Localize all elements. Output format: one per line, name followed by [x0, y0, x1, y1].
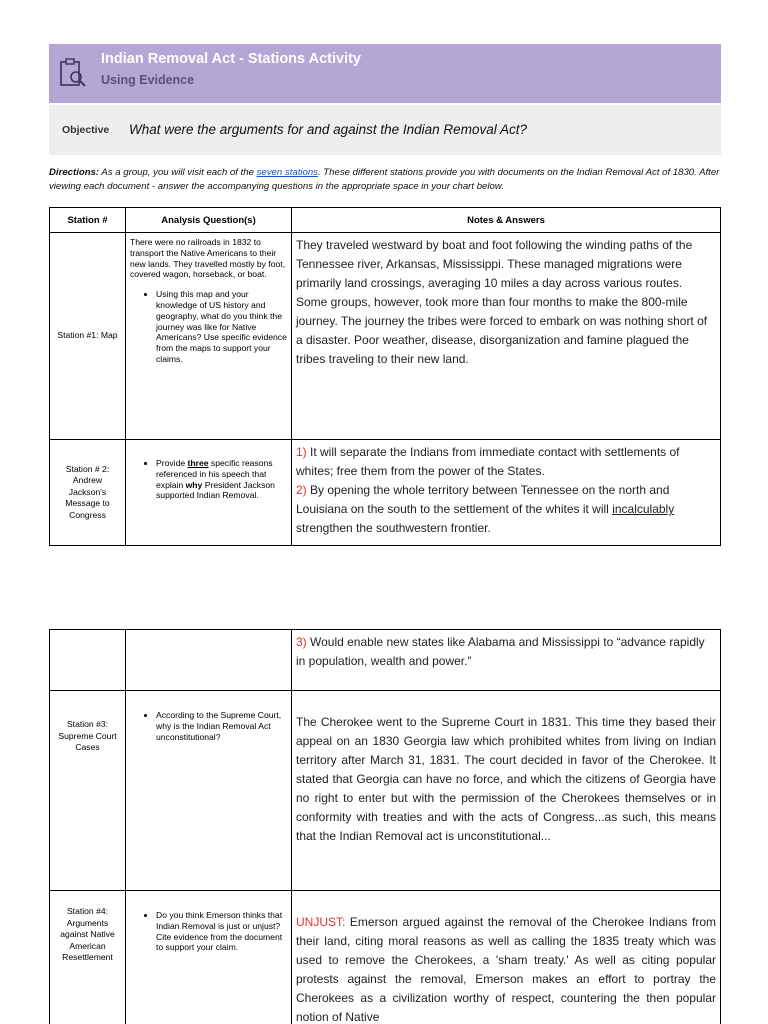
- table-row: [50, 691, 721, 891]
- station-2-answer[interactable]: 1) It will separate the Indians from immediate contact with settlements of whites; free them from the power of the States. 2) By opening the whole territory between Tennessee on the north and Louisiana on the south to the settlement of the whites it will incalculably strengthen the southwestern frontier.: [292, 440, 721, 546]
- table-row: [50, 630, 721, 691]
- directions-part1: As a group, you will visit each of the: [99, 167, 257, 178]
- station-2-bullet: • Provide three specific reasons referenced in his speech that explain why President Jackson supported Indian Removal.: [156, 458, 287, 501]
- station-3-bullet: • According to the Supreme Court, why is the Indian Removal Act unconstitutional?: [156, 710, 287, 742]
- header-notes: Notes & Answers: [292, 208, 721, 233]
- answer-number-1: 1): [296, 445, 307, 459]
- page-title: Indian Removal Act - Stations Activity: [101, 51, 361, 67]
- stations-table-continued: [49, 629, 721, 1024]
- station-1-question: [126, 233, 292, 440]
- table-row: [50, 233, 721, 440]
- station-2-question: [126, 440, 292, 546]
- station-4-label: Station #4: Arguments against Native American Resettlement: [50, 891, 126, 1024]
- station-1-label: Station #1: Map: [50, 233, 126, 440]
- empty-cell: [50, 630, 126, 691]
- answer-number-2: 2): [296, 483, 307, 497]
- seven-stations-link[interactable]: seven stations: [256, 167, 318, 178]
- worksheet-header: [49, 44, 721, 103]
- station-4-bullet: • Do you think Emerson thinks that Indian Removal is just or unjust? Cite evidence from the document to support your claim.: [156, 910, 287, 953]
- station-1-answer[interactable]: They traveled westward by boat and foot following the winding paths of the Tennessee river, Arkansas, Mississippi. These managed migrations were primarily land crossings, averaging 10 miles a day across various routes. Some groups, however, took more than four months to make the 800-mile journey. The journey the tribes were forced to embark on was nothing short of a disaster. Poor weather, disease, disorganization and famine plagued the tribes traveling to their new land.: [292, 233, 721, 440]
- header-analysis: Analysis Question(s): [126, 208, 292, 233]
- stations-table: [49, 207, 721, 546]
- directions-text: [49, 166, 721, 193]
- page-subtitle: Using Evidence: [101, 73, 195, 87]
- station-1-bullet: • Using this map and your knowledge of US history and geography, what do you think the journey was like for Native Americans? Use specific evidence from the maps to support your claims.: [156, 289, 287, 365]
- header-station: Station #: [50, 208, 126, 233]
- directions-lead: Directions:: [49, 167, 100, 178]
- table-row: [50, 891, 721, 1024]
- station-3-label: Station #3: Supreme Court Cases: [50, 691, 126, 891]
- station-3-question: [126, 691, 292, 891]
- station-3-answer[interactable]: The Cherokee went to the Supreme Court in 1831. This time they based their appeal on an 1830 Georgia law which prohibited whites from living on Indian territory after March 31, 1831. The court decided in favor of the Cherokee. It stated that Georgia can have no force, and which the citizens of Georgia have no right to enter but with the permission of the Cherokees themselves or in conformity with treaties and with the acts of Congress...as such, this means that the Indian Removal act is unconstitutional...: [292, 691, 721, 891]
- objective-box: [49, 105, 721, 155]
- station-2-answer-continued[interactable]: 3) Would enable new states like Alabama and Mississippi to “advance rapidly in population, wealth and power.”: [292, 630, 721, 691]
- objective-label: Objective: [62, 124, 110, 136]
- clipboard-search-icon: [59, 57, 87, 89]
- station-4-question: [126, 891, 292, 1024]
- objective-question: What were the arguments for and against the Indian Removal Act?: [129, 122, 527, 137]
- station-4-answer[interactable]: UNJUST: Emerson argued against the removal of the Cherokee Indians from their land, citing moral reasons as well as calling the 1835 treaty which was used to remove the Cherokees, a 'sham treaty.' As well as citing popular protests against the removal, Emerson makes an effort to portray the Cherokees as a civilization worthy of respect, countering the then popular notion of Native: [292, 891, 721, 1024]
- station-2-label: Station # 2: Andrew Jackson's Message to Congress: [50, 440, 126, 546]
- empty-cell: [126, 630, 292, 691]
- unjust-label: UNJUST:: [296, 915, 346, 929]
- answer-number-3: 3): [296, 635, 307, 649]
- table-header-row: [50, 208, 721, 233]
- station-1-intro: There were no railroads in 1832 to transport the Native Americans to their new lands. They travelled mostly by foot, covered wagon, horseback, or boat.: [130, 237, 286, 280]
- directions-part2: . These different stations provide you with documents on the Indian Removal Act of 1830. After viewing each document - answer the accompanying questions in the appropriate space in your chart below.: [49, 167, 720, 192]
- table-row: [50, 440, 721, 546]
